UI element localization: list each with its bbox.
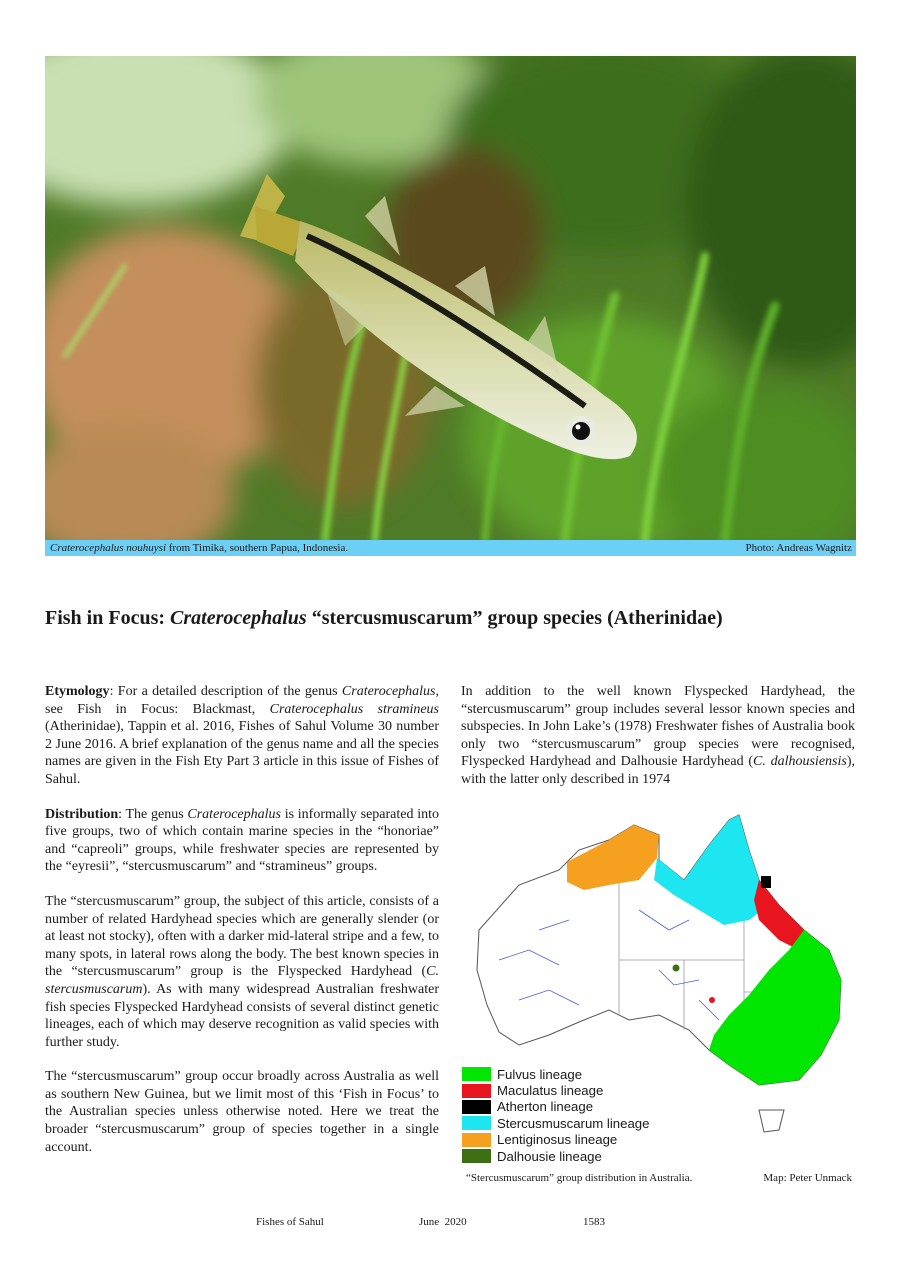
legend-swatch (462, 1116, 491, 1130)
footer-journal: Fishes of Sahul (256, 1216, 324, 1228)
legend-swatch (462, 1100, 491, 1114)
photo-caption: Craterocephalus nouhuysi from Timika, southern Papua, Indonesia. (50, 542, 349, 554)
fish-photo (45, 56, 856, 540)
footer-date: June 2020 (419, 1216, 467, 1228)
species-paragraph: In addition to the well known Flyspecked Hardyhead, the “stercusmuscarum” group includes several lessor known species and subspecies. In John Lake’s (1978) Freshwater fishes of Australia book only two “stercusmuscarum” group species were recognised, Flyspecked Hardyhead and Dalhousie Hardyhead (C. dalhousiensis), with the latter only described in 1974 (461, 684, 855, 787)
legend-item-maculatus: Maculatus lineage (462, 1082, 649, 1098)
legend-swatch (462, 1149, 491, 1163)
footer-page-number: 1583 (583, 1216, 605, 1228)
article-title: Fish in Focus: Craterocephalus “stercusmuscarum” group species (Atherinidae) (45, 607, 723, 629)
right-column (461, 683, 855, 806)
map-credit: Map: Peter Unmack (763, 1172, 852, 1184)
legend-item-fulvus: Fulvus lineage (462, 1066, 649, 1082)
legend-item-lentiginosus: Lentiginosus lineage (462, 1132, 649, 1148)
photo-caption-bar (45, 540, 856, 556)
legend-item-stercusmuscarum: Stercusmuscarum lineage (462, 1115, 649, 1131)
legend-swatch (462, 1067, 491, 1081)
legend-swatch (462, 1133, 491, 1147)
etymology-paragraph: Etymology: For a detailed description of the genus Craterocephalus, see Fish in Focus: Blackmast, Craterocephalus stramineus (Atherinidae), Tappin et al. 2016, Fishes of Sahul Volume 30 number 2 June 2016. A brief explanation of the genus name and all the species names are given in the Fish Ety Part 3 article in this issue of Fishes of Sahul. (45, 684, 439, 787)
photo-credit: Photo: Andreas Wagnitz (745, 542, 852, 554)
legend-item-atherton: Atherton lineage (462, 1099, 649, 1115)
map-caption: “Stercusmuscarum” group distribution in Australia. Map: Peter Unmack (466, 1172, 852, 1184)
legend-swatch (462, 1084, 491, 1098)
left-column (45, 683, 439, 1173)
distribution-paragraph: Distribution: The genus Craterocephalus is informally separated into five groups, two of which contain marine species in the “honoriae” and “capreoli” groups, while freshwater species are represented by the “eyresii”, “stercusmuscarum” and “stramineus” groups. (45, 806, 439, 875)
range-paragraph: The “stercusmuscarum” group occur broadly across Australia as well as southern New Guinea, but we limit most of this ‘Fish in Focus’ to the Australian species unless otherwise noted. Here we treat the broader “stercusmuscarum” group of species together in a single account. (45, 1069, 439, 1155)
map-legend (462, 1066, 649, 1164)
legend-item-dalhousie: Dalhousie lineage (462, 1148, 649, 1164)
group-description-paragraph: The “stercusmuscarum” group, the subject of this article, consists of a number of related Hardyhead species which are generally slender (or at least not stocky), often with a darker mid-lateral stripe and a few, to many spots, in lateral rows along the body. The best known species in the “stercusmuscarum” group is the Flyspecked Hardyhead (C. stercusmuscarum). As with many widespread Australian freshwater fish species Flyspecked Hardyhead consists of several distinct genetic lineages, each of which may deserve recognition as valid species with further study. (45, 893, 439, 1050)
